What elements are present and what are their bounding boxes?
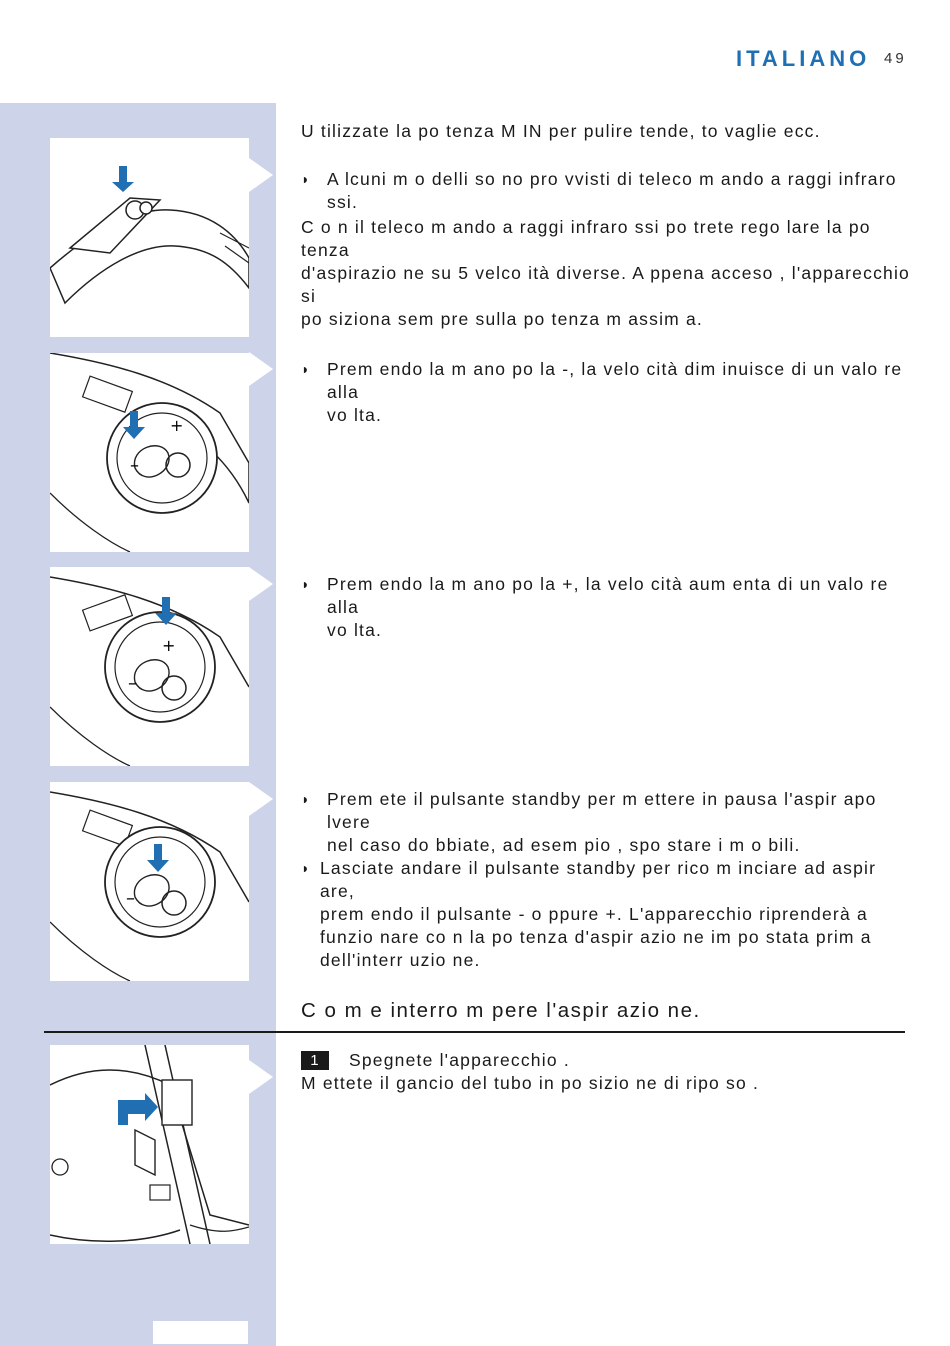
bullet-standby: ◗ Prem ete il pulsante standby per m ettere in pausa l'aspir apo lvere nel caso do bbiate, ad esem pio , spo stare i m o bili. ◗ Lasciate andare il pulsante standby per rico m inciare ad aspir are, prem endo il pulsante - o ppure +. L'apparecchio riprenderà a funzio nare co n la po tenza d'aspir azio ne im po stata prim a dell'interr uzio ne.: [301, 789, 877, 970]
section-divider: [44, 1031, 905, 1033]
remote-minus-label: –: [126, 888, 135, 909]
paragraph-remote-control: C o n il teleco m ando a raggi infraro ssi po trete rego lare la po tenza d'aspirazio ne su 5 velco ità diverse. A ppena acceso , l'apparecchio si po siziona sem pre sulla po tenza m assim a.: [301, 217, 910, 329]
panel-notch: [249, 352, 273, 386]
bullet-icon: ◗: [301, 791, 311, 807]
bullet-icon: ◗: [301, 171, 311, 187]
panel-notch: [249, 1060, 273, 1094]
step-number: 1: [301, 1051, 329, 1070]
header-language: ITALIANO: [736, 46, 871, 71]
bullet-icon: ◗: [301, 860, 311, 876]
remote-plus-label: +: [170, 416, 184, 435]
illustration-remote-standby: [50, 782, 249, 981]
footer-box: [153, 1321, 248, 1344]
remote-minus-label: –: [130, 455, 139, 476]
section-title: C o m e interro m pere l'aspir azio ne.: [301, 999, 701, 1022]
illustration-hose-park: [50, 1045, 249, 1244]
remote-plus-label: +: [162, 636, 176, 655]
bullet-plus-knob: ◗ Prem endo la m ano po la +, la velo cità aum enta di un valo re alla vo lta.: [301, 574, 889, 640]
remote-minus-label: –: [128, 673, 137, 694]
step-1: 1 Spegnete l'apparecchio . M ettete il gancio del tubo in po sizio ne di ripo so .: [301, 1050, 760, 1093]
illustration-handle-remote: [50, 138, 249, 337]
bullet-icon: ◗: [301, 576, 311, 592]
page-number: 49: [884, 50, 907, 67]
illustration-remote-minus: [50, 353, 249, 552]
bullet-infrared-models: ◗ A lcuni m o delli so no pro vvisti di teleco m ando a raggi infraro ssi.: [301, 169, 897, 212]
bullet-icon: ◗: [301, 361, 311, 377]
illustration-remote-plus: [50, 567, 249, 766]
panel-notch: [249, 567, 273, 601]
paragraph-min-power: U tilizzate la po tenza M IN per pulire tende, to vaglie ecc.: [301, 121, 821, 141]
bullet-minus-knob: ◗ Prem endo la m ano po la -, la velo cità dim inuisce di un valo re alla vo lta.: [301, 359, 903, 425]
panel-notch: [249, 158, 273, 192]
panel-notch: [249, 782, 273, 816]
